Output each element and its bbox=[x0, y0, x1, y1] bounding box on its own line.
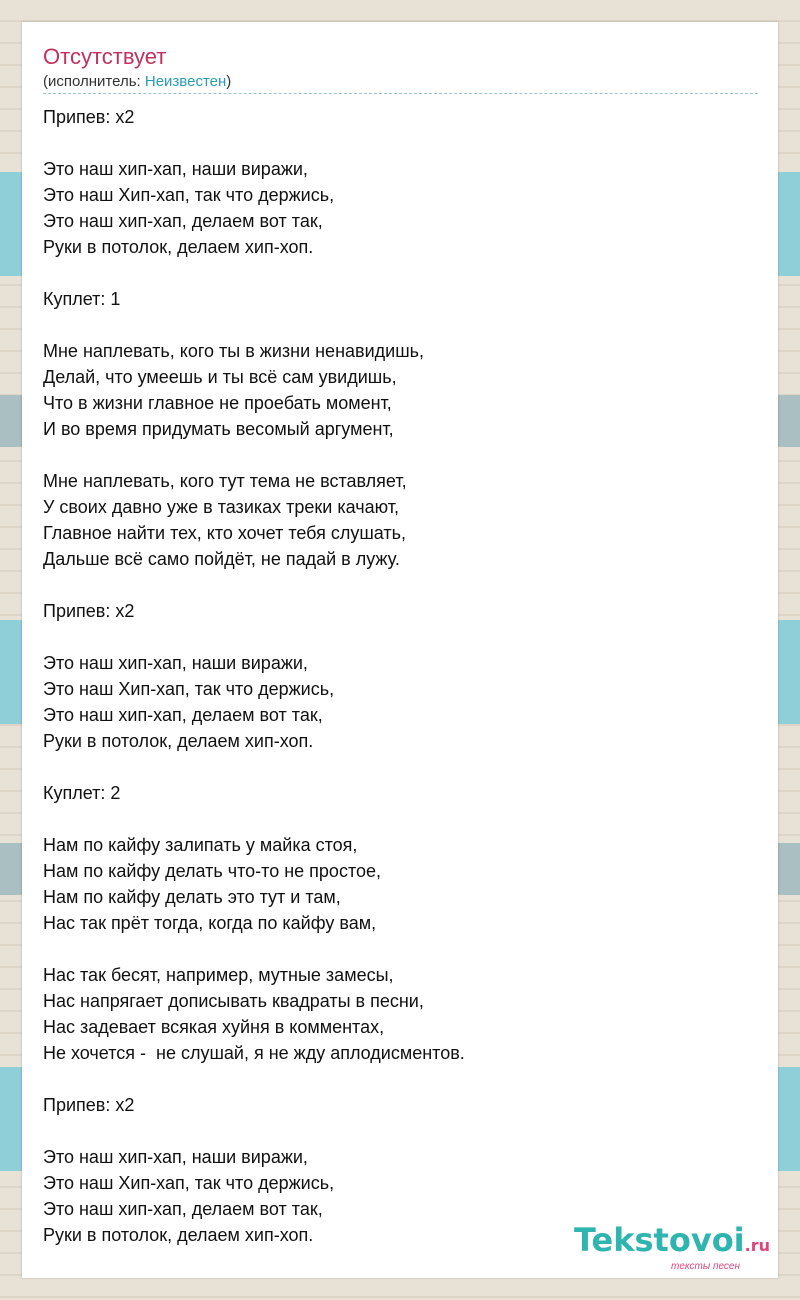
lyric-line: Главное найти тех, кто хочет тебя слушать, bbox=[43, 523, 407, 543]
lyric-blank-line bbox=[43, 806, 465, 832]
lyric-line: Это наш хип-хап, наши виражи, bbox=[43, 653, 308, 673]
lyric-line: Куплет: 2 bbox=[43, 783, 121, 803]
lyric-line: Это наш хип-хап, делаем вот так, bbox=[43, 1199, 323, 1219]
lyric-line: Нас задевает всякая хуйня в комментах, bbox=[43, 1017, 385, 1037]
lyric-line: Нас так бесят, например, мутные замесы, bbox=[43, 965, 394, 985]
lyric-blank-line bbox=[43, 260, 465, 286]
lyric-line: Руки в потолок, делаем хип-хоп. bbox=[43, 237, 314, 257]
lyric-line: Куплет: 1 bbox=[43, 289, 121, 309]
lyric-line: Мне наплевать, кого тут тема не вставляет, bbox=[43, 471, 407, 491]
artist-prefix: (исполнитель: bbox=[43, 73, 145, 90]
lyric-line: Это наш Хип-хап, так что держись, bbox=[43, 679, 335, 699]
lyric-line: Припев: x2 bbox=[43, 1095, 135, 1115]
lyric-line: Припев: x2 bbox=[43, 601, 135, 621]
lyric-blank-line bbox=[43, 754, 465, 780]
lyric-line: Не хочется - не слушай, я не жду аплодисментов. bbox=[43, 1043, 465, 1063]
lyric-line: Нам по кайфу делать это тут и там, bbox=[43, 887, 341, 907]
lyric-blank-line bbox=[43, 312, 465, 338]
lyric-line: Делай, что умеешь и ты всё сам увидишь, bbox=[43, 367, 397, 387]
lyric-line: Это наш Хип-хап, так что держись, bbox=[43, 185, 335, 205]
lyric-line: Это наш хип-хап, наши виражи, bbox=[43, 1147, 308, 1167]
lyric-line: Нам по кайфу залипать у майка стоя, bbox=[43, 835, 358, 855]
site-logo[interactable] bbox=[573, 1221, 770, 1272]
lyric-line: Это наш хип-хап, наши виражи, bbox=[43, 159, 308, 179]
lyric-line: Мне наплевать, кого ты в жизни ненавидишь, bbox=[43, 341, 425, 361]
logo-wordmark bbox=[573, 1221, 770, 1262]
lyric-line: Руки в потолок, делаем хип-хоп. bbox=[43, 1225, 314, 1245]
lyric-line: Это наш хип-хап, делаем вот так, bbox=[43, 705, 323, 725]
lyric-line: У своих давно уже в тазиках треки качают, bbox=[43, 497, 399, 517]
logo-name: Tekstovoi bbox=[573, 1221, 745, 1259]
lyric-line: Дальше всё само пойдёт, не падай в лужу. bbox=[43, 549, 400, 569]
lyric-line: Это наш Хип-хап, так что держись, bbox=[43, 1173, 335, 1193]
lyric-blank-line bbox=[43, 1118, 465, 1144]
lyric-blank-line bbox=[43, 572, 465, 598]
lyric-blank-line bbox=[43, 1066, 465, 1092]
artist-line bbox=[43, 72, 231, 92]
lyric-line: Это наш хип-хап, делаем вот так, bbox=[43, 211, 323, 231]
lyric-line: Припев: x2 bbox=[43, 107, 135, 127]
lyrics-text bbox=[43, 104, 465, 1248]
lyric-line: Нас напрягает дописывать квадраты в песни, bbox=[43, 991, 424, 1011]
lyric-line: Что в жизни главное не проебать момент, bbox=[43, 393, 392, 413]
lyric-line: Нас так прёт тогда, когда по кайфу вам, bbox=[43, 913, 377, 933]
song-title: Отсутствует bbox=[43, 44, 167, 69]
lyric-line: И во время придумать весомый аргумент, bbox=[43, 419, 394, 439]
lyric-line: Нам по кайфу делать что-то не простое, bbox=[43, 861, 382, 881]
lyric-blank-line bbox=[43, 936, 465, 962]
artist-link[interactable]: Неизвестен bbox=[144, 73, 227, 90]
lyrics-card bbox=[22, 22, 778, 1278]
lyric-blank-line bbox=[43, 624, 465, 650]
lyric-blank-line bbox=[43, 442, 465, 468]
artist-suffix: ) bbox=[226, 73, 232, 90]
logo-tld: .ru bbox=[744, 1236, 770, 1255]
logo-tagline: тексты песен bbox=[671, 1261, 740, 1272]
title-divider bbox=[43, 93, 758, 94]
lyric-line: Руки в потолок, делаем хип-хоп. bbox=[43, 731, 314, 751]
lyric-blank-line bbox=[43, 130, 465, 156]
